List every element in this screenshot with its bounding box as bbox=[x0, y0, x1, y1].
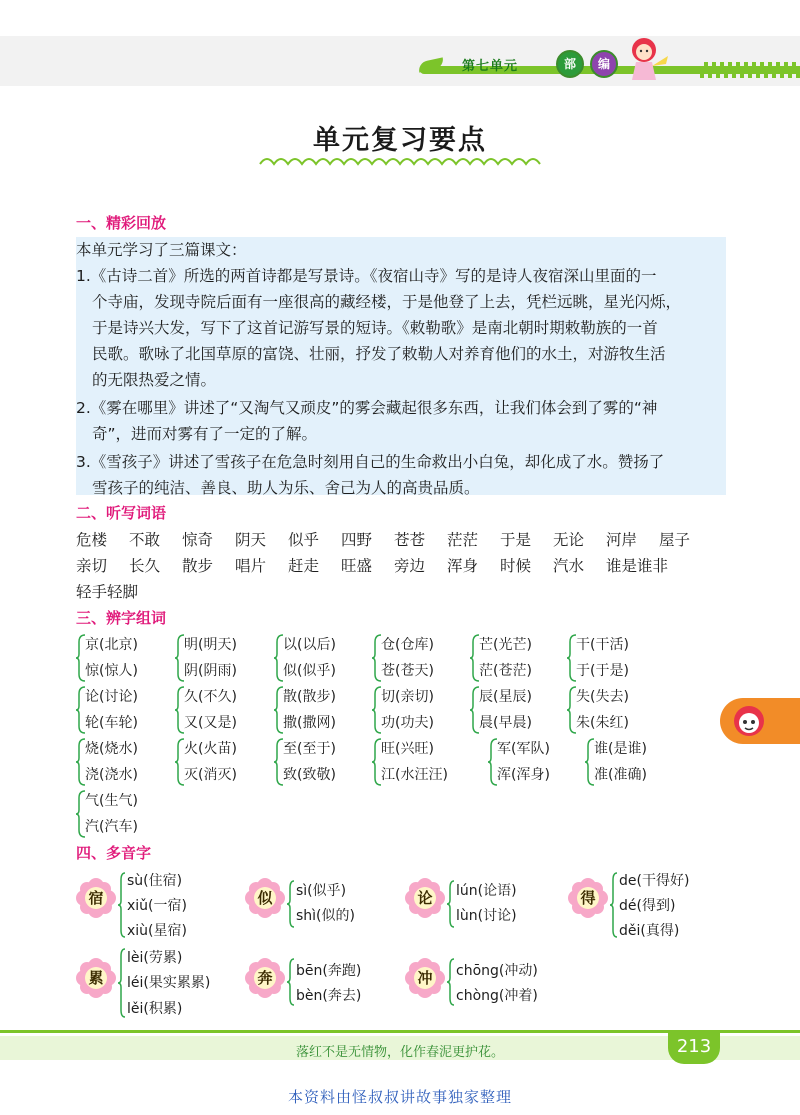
polyphonic-char: 宿 bbox=[88, 889, 104, 907]
dictation-word: 汽水 bbox=[553, 557, 585, 575]
pinyin-reading: léi(果实累累) bbox=[127, 975, 211, 991]
char-pair bbox=[274, 632, 370, 684]
review-line: 3.《雪孩子》讲述了雪孩子在危急时刻用自己的生命救出小白兔，却化成了水。赞扬了 bbox=[76, 453, 665, 471]
char-pair-word: 气(生气) bbox=[85, 793, 138, 809]
brace-icon bbox=[118, 872, 126, 938]
pinyin-reading: lún(论语) bbox=[456, 883, 517, 899]
fairy-mascot-icon bbox=[622, 32, 670, 84]
pinyin-reading: chòng(冲着) bbox=[456, 988, 538, 1004]
char-pair-word: 京(北京) bbox=[85, 637, 138, 653]
char-pair-word: 旺(兴旺) bbox=[381, 741, 434, 757]
char-pair-word: 论(讨论) bbox=[85, 689, 138, 705]
char-pair bbox=[372, 684, 468, 736]
dictation-word: 旺盛 bbox=[341, 557, 373, 575]
dictation-word: 苍苍 bbox=[394, 531, 426, 549]
char-pair bbox=[567, 632, 663, 684]
char-pair-word: 浑(浑身) bbox=[497, 767, 550, 783]
char-pair-word: 惊(惊人) bbox=[85, 663, 138, 679]
dictation-row bbox=[76, 528, 736, 554]
dictation-word: 似乎 bbox=[288, 531, 320, 549]
section-heading-dictation: 二、听写词语 bbox=[76, 504, 167, 522]
dictation-word: 于是 bbox=[500, 531, 532, 549]
char-pair bbox=[585, 736, 681, 788]
dictation-word: 危楼 bbox=[76, 531, 108, 549]
char-pair bbox=[470, 684, 566, 736]
dictation-word: 唱片 bbox=[235, 557, 267, 575]
edition-badge-bian: 编 bbox=[590, 50, 618, 78]
polyphonic-char: 奔 bbox=[257, 969, 273, 987]
dictation-word: 散步 bbox=[182, 557, 214, 575]
brace-icon bbox=[287, 880, 295, 928]
section-heading-polyphonic: 四、多音字 bbox=[76, 844, 152, 862]
title-divider-decoration bbox=[258, 154, 542, 168]
cartoon-face-icon bbox=[732, 704, 766, 738]
dictation-word: 四野 bbox=[341, 531, 373, 549]
checker-decoration bbox=[700, 62, 800, 78]
dictation-word: 亲切 bbox=[76, 557, 108, 575]
credit-line: 本资料由怪叔叔讲故事独家整理 bbox=[287, 1088, 512, 1106]
char-pair bbox=[76, 684, 172, 736]
pinyin-reading: chōng(冲动) bbox=[456, 963, 538, 979]
char-pair bbox=[175, 684, 271, 736]
char-pair-word: 阴(阴雨) bbox=[184, 663, 237, 679]
dictation-word: 无论 bbox=[553, 531, 585, 549]
dictation-word: 河岸 bbox=[606, 531, 638, 549]
char-pair-word: 散(散步) bbox=[283, 689, 336, 705]
polyphonic-char: 冲 bbox=[417, 969, 433, 987]
dictation-word: 轻手轻脚 bbox=[76, 583, 139, 601]
char-pair-word: 似(似乎) bbox=[283, 663, 336, 679]
char-pair-word: 芒(光芒) bbox=[479, 637, 532, 653]
char-pair-word: 火(火苗) bbox=[184, 741, 237, 757]
polyphonic-char-wrap bbox=[405, 878, 445, 918]
char-pair-word: 又(又是) bbox=[184, 715, 237, 731]
pinyin-reading: shì(似的) bbox=[296, 908, 355, 924]
polyphonic-char-wrap bbox=[568, 878, 608, 918]
char-pair-word: 辰(星辰) bbox=[479, 689, 532, 705]
char-pair-word: 至(至于) bbox=[283, 741, 336, 757]
char-pair-word: 晨(早晨) bbox=[479, 715, 532, 731]
polyphonic-char-wrap bbox=[76, 958, 116, 998]
polyphonic-char: 似 bbox=[257, 889, 273, 907]
section-heading-review: 一、精彩回放 bbox=[76, 214, 167, 232]
char-pair-word: 汽(汽车) bbox=[85, 819, 138, 835]
char-pair-word: 功(功夫) bbox=[381, 715, 434, 731]
char-pair-word: 准(准确) bbox=[594, 767, 647, 783]
page-title: 单元复习要点 bbox=[313, 125, 487, 156]
polyphonic-char-wrap bbox=[76, 878, 116, 918]
review-line: 2.《雾在哪里》讲述了“又淘气又顽皮”的雾会藏起很多东西，让我们体会到了雾的“神 bbox=[76, 399, 658, 417]
dictation-word: 时候 bbox=[500, 557, 532, 575]
edition-badge-bu: 部 bbox=[556, 50, 584, 78]
polyphonic-char: 累 bbox=[88, 969, 104, 987]
char-pair bbox=[76, 788, 172, 840]
char-pair bbox=[76, 632, 172, 684]
pinyin-reading: bēn(奔跑) bbox=[296, 963, 362, 979]
brace-icon bbox=[118, 948, 126, 1018]
dictation-word: 谁是谁非 bbox=[606, 557, 669, 575]
char-pair bbox=[175, 736, 271, 788]
char-pair bbox=[470, 632, 566, 684]
pinyin-reading: děi(真得) bbox=[619, 923, 680, 939]
dictation-word: 旁边 bbox=[394, 557, 426, 575]
char-pair-word: 江(水汪汪) bbox=[381, 767, 448, 783]
pinyin-reading: lěi(积累) bbox=[127, 1001, 183, 1017]
char-pair-word: 轮(车轮) bbox=[85, 715, 138, 731]
char-pair-word: 于(于是) bbox=[576, 663, 629, 679]
dictation-word: 屋子 bbox=[659, 531, 691, 549]
header-band bbox=[0, 36, 800, 86]
dictation-word: 长久 bbox=[129, 557, 161, 575]
dictation-word: 阴天 bbox=[235, 531, 267, 549]
footer-motto: 落红不是无情物，化作春泥更护花。 bbox=[295, 1045, 504, 1060]
polyphonic-char-wrap bbox=[245, 878, 285, 918]
review-line: 于是诗兴大发，写下了这首记游写景的短诗。《敕勒歌》是南北朝时期敕勒族的一首 bbox=[92, 319, 658, 337]
dictation-word: 惊奇 bbox=[182, 531, 214, 549]
char-pair-word: 仓(仓库) bbox=[381, 637, 434, 653]
char-pair-word: 明(明天) bbox=[184, 637, 237, 653]
pinyin-reading: lèi(劳累) bbox=[127, 950, 183, 966]
char-pair-word: 以(以后) bbox=[283, 637, 336, 653]
pinyin-reading: sù(住宿) bbox=[127, 873, 183, 889]
char-pair-word: 致(致敬) bbox=[283, 767, 336, 783]
section-heading-char-compare: 三、辨字组词 bbox=[76, 609, 167, 627]
brace-icon bbox=[610, 872, 618, 938]
char-pair-word: 撒(撒网) bbox=[283, 715, 336, 731]
pinyin-reading: sì(似乎) bbox=[296, 883, 347, 899]
pinyin-reading: bèn(奔去) bbox=[296, 988, 362, 1004]
dictation-row bbox=[76, 554, 736, 580]
polyphonic-char-wrap bbox=[405, 958, 445, 998]
review-line: 的无限热爱之情。 bbox=[92, 371, 217, 389]
pinyin-reading: lùn(讨论) bbox=[456, 908, 517, 924]
char-pair-word: 谁(是谁) bbox=[594, 741, 647, 757]
pinyin-reading: de(干得好) bbox=[619, 873, 690, 889]
char-pair bbox=[274, 736, 370, 788]
char-pair bbox=[175, 632, 271, 684]
char-pair-word: 苍(苍天) bbox=[381, 663, 434, 679]
brace-icon bbox=[447, 880, 455, 928]
pinyin-reading: xiǔ(一宿) bbox=[127, 898, 187, 914]
char-pair bbox=[567, 684, 663, 736]
char-pair bbox=[372, 736, 482, 788]
pinyin-reading: dé(得到) bbox=[619, 898, 676, 914]
review-line: 个寺庙，发现寺院后面有一座很高的藏经楼，于是他登了上去，凭栏远眺，星光闪烁， bbox=[92, 293, 682, 311]
char-pair bbox=[488, 736, 584, 788]
dictation-word: 浑身 bbox=[447, 557, 479, 575]
char-pair-word: 军(军队) bbox=[497, 741, 550, 757]
polyphonic-char-wrap bbox=[245, 958, 285, 998]
char-pair-word: 切(亲切) bbox=[381, 689, 434, 705]
char-pair-word: 灭(消灭) bbox=[184, 767, 237, 783]
char-pair-word: 朱(朱红) bbox=[576, 715, 629, 731]
review-line: 1.《古诗二首》所选的两首诗都是写景诗。《夜宿山寺》写的是诗人夜宿深山里面的一 bbox=[76, 267, 657, 285]
char-pair-word: 浇(浇水) bbox=[85, 767, 138, 783]
polyphonic-char: 论 bbox=[417, 889, 433, 907]
char-pair-word: 久(不久) bbox=[184, 689, 237, 705]
dictation-row bbox=[76, 580, 736, 606]
brace-icon bbox=[287, 958, 295, 1006]
brace-icon bbox=[447, 958, 455, 1006]
review-intro: 本单元学习了三篇课文： bbox=[76, 241, 247, 259]
polyphonic-char: 得 bbox=[580, 889, 596, 907]
unit-label: 第七单元 bbox=[462, 59, 519, 74]
char-pair-word: 茫(苍茫) bbox=[479, 663, 532, 679]
review-line: 雪孩子的纯洁、善良、助人为乐、舍己为人的高贵品质。 bbox=[92, 479, 480, 497]
dictation-word: 赶走 bbox=[288, 557, 320, 575]
char-pair bbox=[274, 684, 370, 736]
pinyin-reading: xiù(星宿) bbox=[127, 923, 187, 939]
page-number: 213 bbox=[668, 1030, 720, 1064]
review-line: 民歌。歌咏了北国草原的富饶、壮丽，抒发了敕勒人对养育他们的水土，对游牧生活 bbox=[92, 345, 666, 363]
dictation-word: 茫茫 bbox=[447, 531, 479, 549]
char-pair bbox=[76, 736, 172, 788]
char-pair bbox=[372, 632, 468, 684]
char-pair-word: 干(干活) bbox=[576, 637, 629, 653]
dictation-word: 不敢 bbox=[129, 531, 161, 549]
review-line: 奇”，进而对雾有了一定的了解。 bbox=[92, 425, 318, 443]
char-pair-word: 烧(烧水) bbox=[85, 741, 138, 757]
char-pair-word: 失(失去) bbox=[576, 689, 629, 705]
